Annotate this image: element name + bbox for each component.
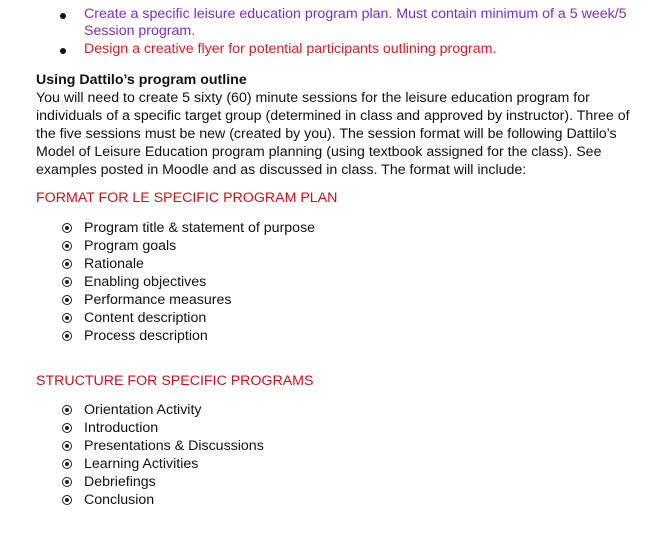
circle-bullet-icon (62, 313, 72, 323)
circle-bullet-icon (62, 277, 72, 287)
format-section-title: FORMAT FOR LE SPECIFIC PROGRAM PLAN (36, 190, 338, 206)
list-item-text: Debriefings (84, 474, 156, 490)
list-item-text: Presentations & Discussions (84, 438, 264, 454)
bullet-dot-icon (60, 48, 66, 54)
list-item (62, 419, 264, 437)
bullet-text: Create a specific leisure education program plan. Must contain minimum of a 5 week/5 Session program. (84, 6, 627, 39)
list-item (62, 273, 315, 291)
list-item (62, 309, 315, 327)
circle-bullet-icon (62, 459, 72, 469)
list-item (62, 491, 264, 509)
list-item-text: Program goals (84, 238, 177, 254)
list-item (62, 437, 264, 455)
list-item-text: Rationale (84, 256, 144, 272)
outline-heading: Using Dattilo’s program outline (36, 72, 247, 88)
outline-body-paragraph: You will need to create 5 sixty (60) minute sessions for the leisure education program for individuals of a specific target group (determined in class and approved by instructor). Three of the five sessions must be new (created by you). The session format will be following Dattilo’s Model of Leisure Education program planning (using textbook assigned for the class). See examples posted in Moodle and as discussed in class. The format will include: (36, 90, 630, 178)
list-item (62, 237, 315, 255)
circle-bullet-icon (62, 295, 72, 305)
list-item-text: Orientation Activity (84, 402, 202, 418)
list-item (62, 327, 315, 345)
list-item (62, 291, 315, 309)
circle-bullet-icon (62, 223, 72, 233)
list-item-text: Performance measures (84, 292, 232, 308)
list-item-text: Learning Activities (84, 456, 199, 472)
circle-bullet-icon (62, 477, 72, 487)
assignment-bullet-list (58, 6, 648, 58)
circle-bullet-icon (62, 259, 72, 269)
list-item (62, 473, 264, 491)
list-item (62, 255, 315, 273)
bullet-item-flyer (58, 41, 648, 58)
circle-bullet-icon (62, 405, 72, 415)
circle-bullet-icon (62, 423, 72, 433)
circle-bullet-icon (62, 241, 72, 251)
structure-item-list (62, 401, 264, 509)
format-item-list (62, 219, 315, 345)
circle-bullet-icon (62, 331, 72, 341)
list-item-text: Conclusion (84, 492, 155, 508)
structure-section-title: STRUCTURE FOR SPECIFIC PROGRAMS (36, 373, 314, 389)
bullet-item-program-plan (58, 6, 648, 40)
list-item (62, 219, 315, 237)
list-item-text: Content description (84, 310, 207, 326)
circle-bullet-icon (62, 495, 72, 505)
list-item (62, 455, 264, 473)
list-item-text: Program title & statement of purpose (84, 220, 316, 236)
list-item-text: Introduction (84, 420, 159, 436)
list-item-text: Process description (84, 328, 208, 344)
circle-bullet-icon (62, 441, 72, 451)
list-item-text: Enabling objectives (84, 274, 207, 290)
bullet-dot-icon (60, 13, 66, 19)
list-item (62, 401, 264, 419)
bullet-text: Design a creative flyer for potential participants outlining program. (84, 41, 497, 57)
